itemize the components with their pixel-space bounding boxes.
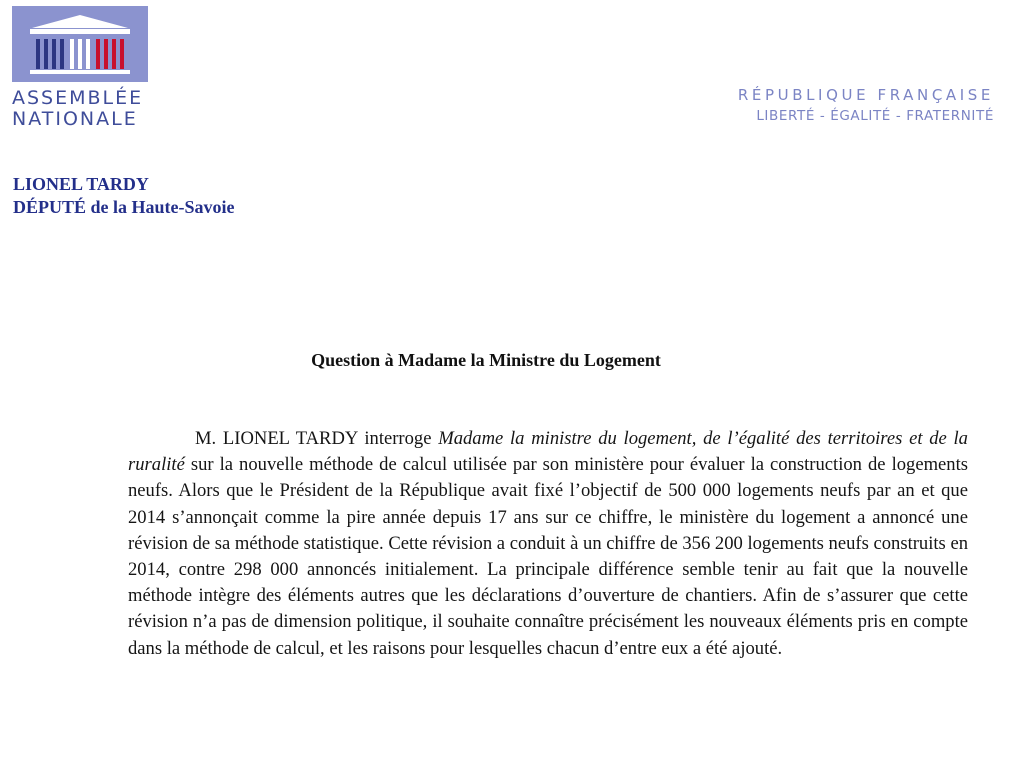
logo-wordmark <box>12 88 162 130</box>
question-text: sur la nouvelle méthode de calcul utilisée par son ministère pour évaluer la construction de logements neufs. Alors que le Président de la République avait fixé l’objectif de 500 000 logements neufs par an et que 2014 s’annonçait comme la pire année depuis 17 ans sur ce chiffre, le ministère du logement a annoncé une révision de sa méthode statistique. Cette révision a conduit à un chiffre de 356 200 logements neufs construits en 2014, contre 298 000 annoncés initialement. La principale différence semble tenir au fait que la nouvelle méthode intègre des éléments autres que les déclarations d’ouverture de chantiers. Afin de s’assurer que cette révision n’a pas de dimension politique, il souhaite connaître précisément les nouveaux éléments pris en compte dans la méthode de calcul, et les raisons pour lesquelles chacun d’entre eux a été ajouté. <box>128 454 968 659</box>
question-title <box>0 350 1024 371</box>
republique-motto: LIBERTÉ - ÉGALITÉ - FRATERNITÉ <box>756 108 994 124</box>
assemblee-logo <box>12 6 162 130</box>
assemblee-nationale-emblem-icon <box>12 6 148 82</box>
question-intro: M. LIONEL TARDY interroge <box>195 428 439 449</box>
republique-francaise-header <box>738 84 994 126</box>
question-addressee: Madame la ministre du logement, de l’égalité des territoires et de la ruralité <box>128 428 968 476</box>
logo-line-2: NATIONALE <box>12 108 138 130</box>
question-title-text: Question à Madame la Ministre du Logement <box>311 350 661 370</box>
author-name: LIONEL TARDY <box>13 174 149 194</box>
logo-line-1: ASSEMBLÉE <box>12 87 144 109</box>
author-block <box>13 173 235 219</box>
republique-title: RÉPUBLIQUE FRANÇAISE <box>737 86 994 104</box>
question-body <box>128 426 968 662</box>
author-title: DÉPUTÉ de la Haute-Savoie <box>13 197 235 217</box>
